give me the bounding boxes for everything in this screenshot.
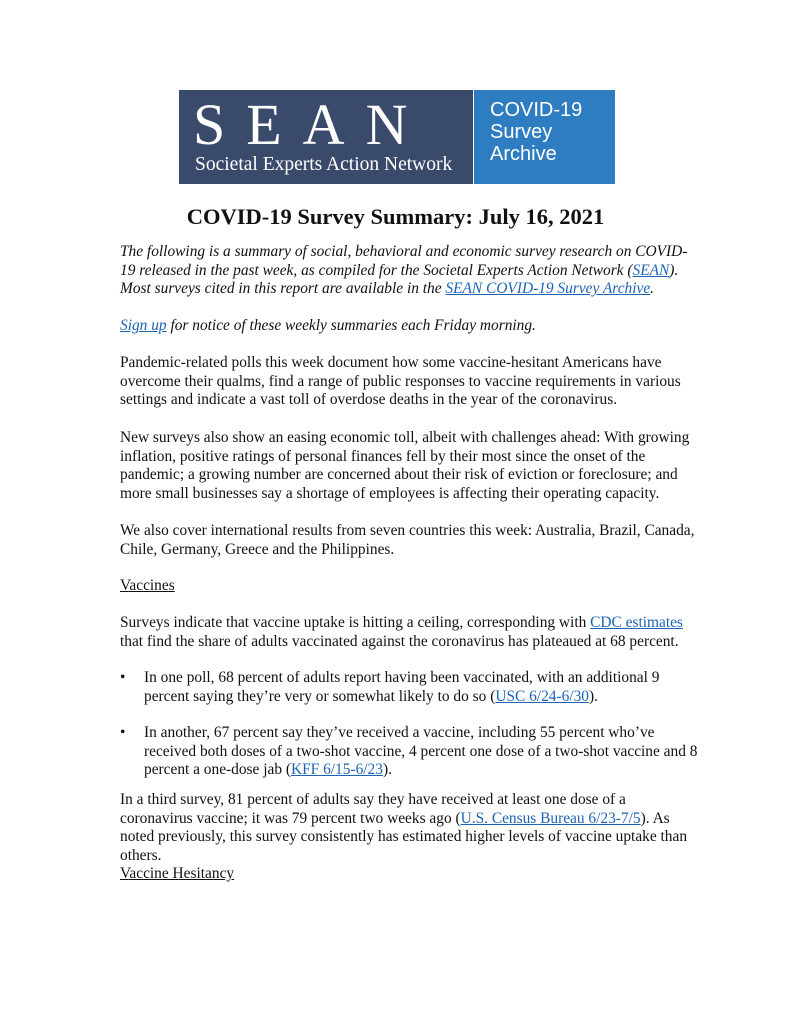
archive-line-1: COVID-19 (490, 99, 583, 121)
vaccines-intro (120, 614, 700, 651)
archive-line-3: Archive (490, 143, 557, 165)
bullet-icon: • (120, 724, 126, 741)
intro-paragraph (120, 243, 700, 299)
signup-text: for notice of these weekly summaries each Friday morning. (166, 317, 536, 334)
kff-link[interactable]: KFF 6/15-6/23 (291, 761, 383, 778)
intro-text-1: The following is a summary of social, behavioral and economic survey research on COVID-19 released in the past week, as compiled for the Societal Experts Action Network ( (120, 243, 688, 279)
sean-banner (179, 90, 615, 184)
archive-line-2: Survey (490, 121, 553, 143)
list-item (120, 724, 700, 780)
list-item (120, 669, 700, 706)
bullet-text (144, 724, 700, 780)
usc-link[interactable]: USC 6/24-6/30 (495, 687, 589, 705)
bullet-1-text: In one poll, 68 percent of adults report having been vaccinated, with an additional 9 percent saying they’re very or somewhat likely to do so ( (144, 669, 660, 705)
bullet-2-text: In another, 67 percent say they’ve received a vaccine, including 55 percent who’ve received both doses of a two-shot vaccine, 4 percent one dose of a two-shot vaccine and 8 percent a one-dose jab ( (144, 724, 698, 778)
third-text-2: ). As noted previously, this survey consistently has estimated higher levels of vaccine uptake than others. (120, 809, 688, 864)
network-name: Societal Experts Action Network (195, 154, 453, 175)
bullet-icon: • (120, 669, 126, 686)
archive-link[interactable]: SEAN COVID-19 Survey Archive (445, 280, 651, 297)
intro-text-2: ). Most surveys cited in this report are available in the (120, 261, 679, 297)
intro-text-3: . (650, 280, 655, 297)
vaccines-intro-text-1: Surveys indicate that vaccine uptake is hitting a ceiling, corresponding with (120, 614, 591, 631)
summary-paragraph-1: Pandemic-related polls this week document how some vaccine-hesitant Americans have overcome their qualms, find a range of public responses to vaccine requirements in various settings and indicate a vast toll of overdose deaths in the year of the coronavirus. (120, 354, 681, 408)
third-text-1: In a third survey, 81 percent of adults say they have received at least one dose of a coronavirus vaccine; it was 79 percent two weeks ago ( (120, 791, 626, 827)
page-title: COVID-19 Survey Summary: July 16, 2021 (186, 204, 605, 229)
bullet-text (144, 669, 700, 706)
archive-block (473, 90, 615, 184)
cdc-estimates-link[interactable]: CDC estimates (590, 614, 683, 631)
vaccines-heading: Vaccines (120, 577, 175, 594)
sean-logo-block (179, 90, 473, 184)
vaccines-intro-text-2: that find the share of adults vaccinated against the coronavirus has plateaued at 68 percent. (120, 632, 679, 650)
bullet-1-end: ). (588, 687, 598, 705)
census-bureau-link[interactable]: U.S. Census Bureau 6/23-7/5 (460, 809, 641, 827)
sean-logo-text: SEAN (193, 92, 429, 157)
bullet-2-end: ). (382, 761, 392, 778)
vaccine-hesitancy-heading: Vaccine Hesitancy (120, 865, 235, 882)
signup-link[interactable]: Sign up (120, 317, 167, 334)
sean-link[interactable]: SEAN (632, 261, 670, 279)
signup-paragraph (120, 317, 700, 336)
summary-paragraph-3: We also cover international results from seven countries this week: Australia, Brazil, Canada, Chile, Germany, Greece and the Philippines. (120, 522, 695, 558)
summary-paragraph-2: New surveys also show an easing economic toll, albeit with challenges ahead: With growing inflation, positive ratings of personal finances fell by their most since the onset of the pandemic; a growing number are concerned about their risk of eviction or foreclosure; and more small businesses say a shortage of employees is affecting their operating capacity. (120, 429, 690, 502)
third-survey-paragraph (120, 791, 700, 865)
